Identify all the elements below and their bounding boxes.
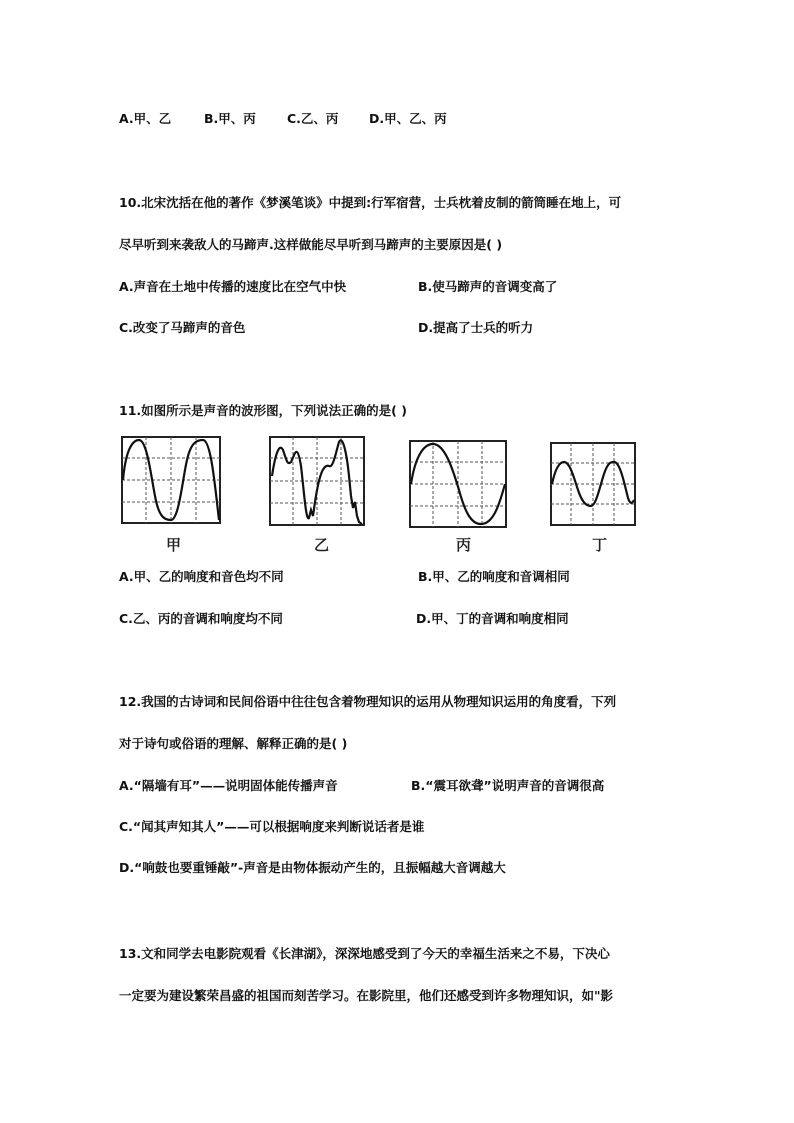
- q9-option-c: C.乙、丙: [287, 111, 339, 126]
- q10-stem-line2: 尽早听到来袭敌人的马蹄声.这样做能尽早听到马蹄声的主要原因是( ): [119, 237, 503, 252]
- q12-option-d: D.“响鼓也要重锤敲”-声音是由物体振动产生的，且振幅越大音调越大: [119, 860, 506, 875]
- q12-option-c: C.“闻其声知其人”——可以根据响度来判断说话者是谁: [119, 819, 425, 834]
- figure-label-ding: 丁: [592, 536, 608, 554]
- q13-stem-line2: 一定要为建设繁荣昌盛的祖国而刻苦学习。在影院里，他们还感受到许多物理知识，如"影: [119, 988, 614, 1003]
- q9-option-d: D.甲、乙、丙: [369, 111, 447, 126]
- q11-option-d: D.甲、丁的音调和响度相同: [416, 611, 569, 626]
- waveform-bing: [409, 440, 507, 528]
- waveform-jia: [121, 436, 221, 524]
- q9-option-b: B.甲、丙: [204, 111, 256, 126]
- q12-option-b: B.“震耳欲聋”说明声音的音调很高: [411, 778, 605, 793]
- q10-option-b: B.使马蹄声的音调变高了: [418, 279, 558, 294]
- waveform-ding: [550, 442, 636, 526]
- q10-stem-line1: 10.北宋沈括在他的著作《梦溪笔谈》中提到:行军宿营，士兵枕着皮制的箭筒睡在地上，可: [119, 195, 622, 210]
- figure-label-bing: 丙: [456, 536, 472, 554]
- q11-stem: 11.如图所示是声音的波形图，下列说法正确的是( ): [119, 403, 407, 418]
- q12-stem-line2: 对于诗句或俗语的理解、解释正确的是( ): [119, 736, 348, 751]
- q11-option-c: C.乙、丙的音调和响度均不同: [119, 611, 283, 626]
- figure-label-jia: 甲: [166, 536, 182, 554]
- q9-option-a: A.甲、乙: [119, 111, 172, 126]
- q10-option-d: D.提高了士兵的听力: [418, 320, 534, 335]
- q12-stem-line1: 12.我国的古诗词和民间俗语中往往包含着物理知识的运用从物理知识运用的角度看，下列: [119, 694, 617, 709]
- waveform-yi: [269, 436, 365, 526]
- q10-option-c: C.改变了马蹄声的音色: [119, 320, 246, 335]
- q11-option-b: B.甲、乙的响度和音调相同: [418, 569, 570, 584]
- q11-option-a: A.甲、乙的响度和音色均不同: [119, 569, 284, 584]
- q12-option-a: A.“隔墙有耳”——说明固体能传播声音: [119, 778, 338, 793]
- figure-label-yi: 乙: [314, 536, 330, 554]
- q13-stem-line1: 13.文和同学去电影院观看《长津湖》，深深地感受到了今天的幸福生活来之不易，下决心: [119, 946, 610, 961]
- q10-option-a: A.声音在土地中传播的速度比在空气中快: [119, 279, 347, 294]
